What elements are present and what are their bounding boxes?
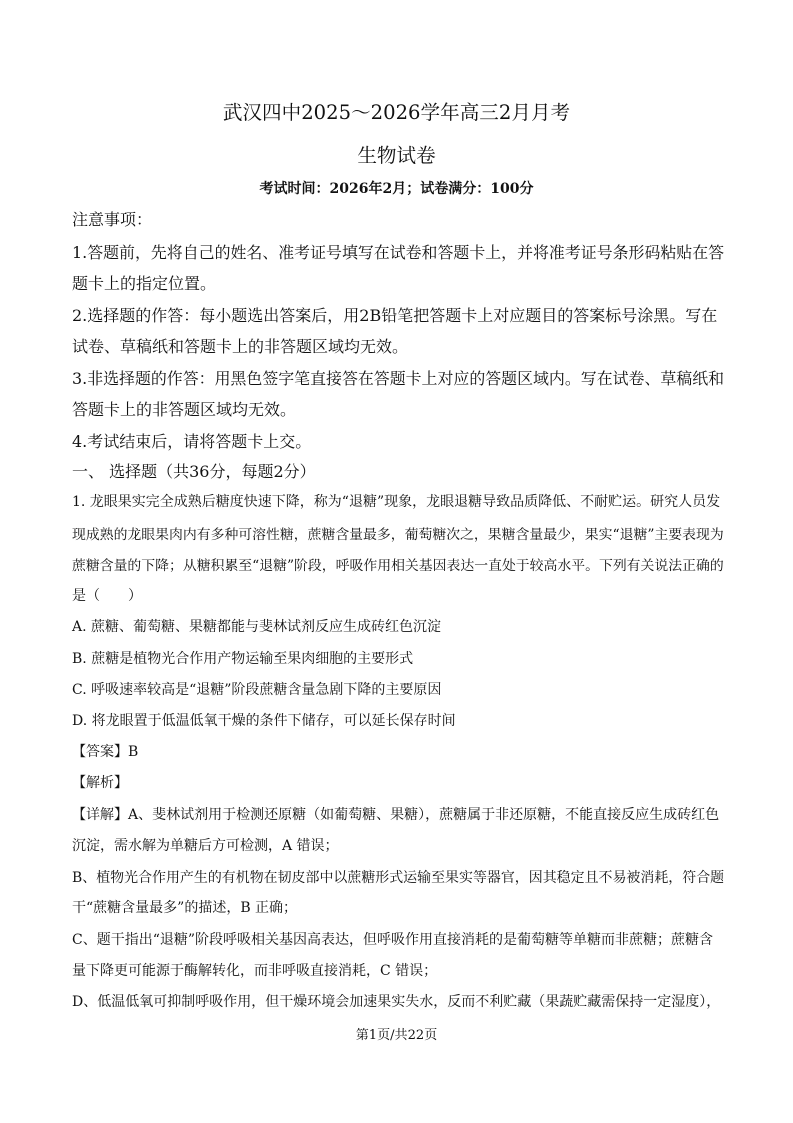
notice-line: 1.答题前，先将自己的姓名、准考证号填写在试卷和答题卡上，并将准考证号条形码粘贴在答	[72, 243, 725, 262]
page-footer: 第1页/共22页	[355, 1028, 438, 1043]
analysis-line: 【详解】A、斐林试剂用于检测还原糖（如葡萄糖、果糖），蔗糖属于非还原糖，不能直接反应生成砖红色	[72, 807, 720, 823]
question-stem-line: 蔗糖含量的下降；从糖积累至“退糖”阶段，呼吸作用相关基因表达一直处于较高水平。下列有关说法正确的	[72, 558, 724, 574]
answer-label: 【答案】B	[72, 744, 139, 760]
analysis-line: 干“蔗糖含量最多”的描述，B 正确；	[72, 900, 298, 916]
exam-title: 武汉四中2025～2026学年高三2月月考	[222, 101, 571, 124]
notice-line: 答题卡上的非答题区域均无效。	[72, 400, 297, 419]
analysis-line: 沉淀，需水解为单糖后方可检测，A 错误；	[72, 838, 339, 854]
analysis-line: B、植物光合作用产生的有机物在韧皮部中以蔗糖形式运输至果实等器官，因其稳定且不易被消耗，符合题	[72, 870, 725, 886]
analysis-line: 量下降更可能源于酶解转化，而非呼吸直接消耗，C 错误；	[72, 963, 438, 979]
subject-title: 生物试卷	[357, 144, 436, 167]
option-c: C. 呼吸速率较高是“退糖”阶段蔗糖含量急剧下降的主要原因	[72, 682, 442, 698]
question-stem-line: 是（ ）	[72, 588, 142, 604]
option-a: A. 蔗糖、葡萄糖、果糖都能与斐林试剂反应生成砖红色沉淀	[72, 619, 442, 635]
notice-line: 4.考试结束后，请将答题卡上交。	[72, 432, 312, 451]
notice-heading: 注意事项：	[72, 210, 153, 229]
exam-info: 考试时间：2026年2月；试卷满分：100分	[259, 181, 534, 197]
option-b: B. 蔗糖是植物光合作用产物运输至果肉细胞的主要形式	[72, 651, 414, 667]
analysis-line: D、低温低氧可抑制呼吸作用，但干燥环境会加速果实失水，反而不利贮藏（果蔬贮藏需保持一定湿度），	[72, 994, 721, 1010]
option-d: D. 将龙眼置于低温低氧干燥的条件下储存，可以延长保存时间	[72, 713, 456, 729]
notice-line: 2.选择题的作答：每小题选出答案后，用2B铅笔把答题卡上对应题目的答案标号涂黑。写在	[72, 306, 718, 325]
analysis-line: C、题干指出“退糖”阶段呼吸相关基因高表达，但呼吸作用直接消耗的是葡萄糖等单糖而非蔗糖；蔗糖含	[72, 932, 714, 948]
question-stem-line: 现成熟的龙眼果肉内有多种可溶性糖，蔗糖含量最多，葡萄糖次之，果糖含量最少，果实“退糖”主要表现为	[72, 527, 724, 543]
notice-line: 3.非选择题的作答：用黑色签字笔直接答在答题卡上对应的答题区域内。写在试卷、草稿纸和	[72, 369, 725, 388]
analysis-heading: 【解析】	[72, 775, 128, 791]
notice-line: 试卷、草稿纸和答题卡上的非答题区域均无效。	[72, 337, 409, 356]
section-heading: 一、 选择题（共36分，每题2分）	[72, 462, 316, 481]
notice-line: 题卡上的指定位置。	[72, 274, 217, 293]
question-stem-line: 1. 龙眼果实完全成熟后糖度快速下降，称为“退糖”现象，龙眼退糖导致品质降低、不耐贮运。研究人员发	[72, 494, 721, 510]
